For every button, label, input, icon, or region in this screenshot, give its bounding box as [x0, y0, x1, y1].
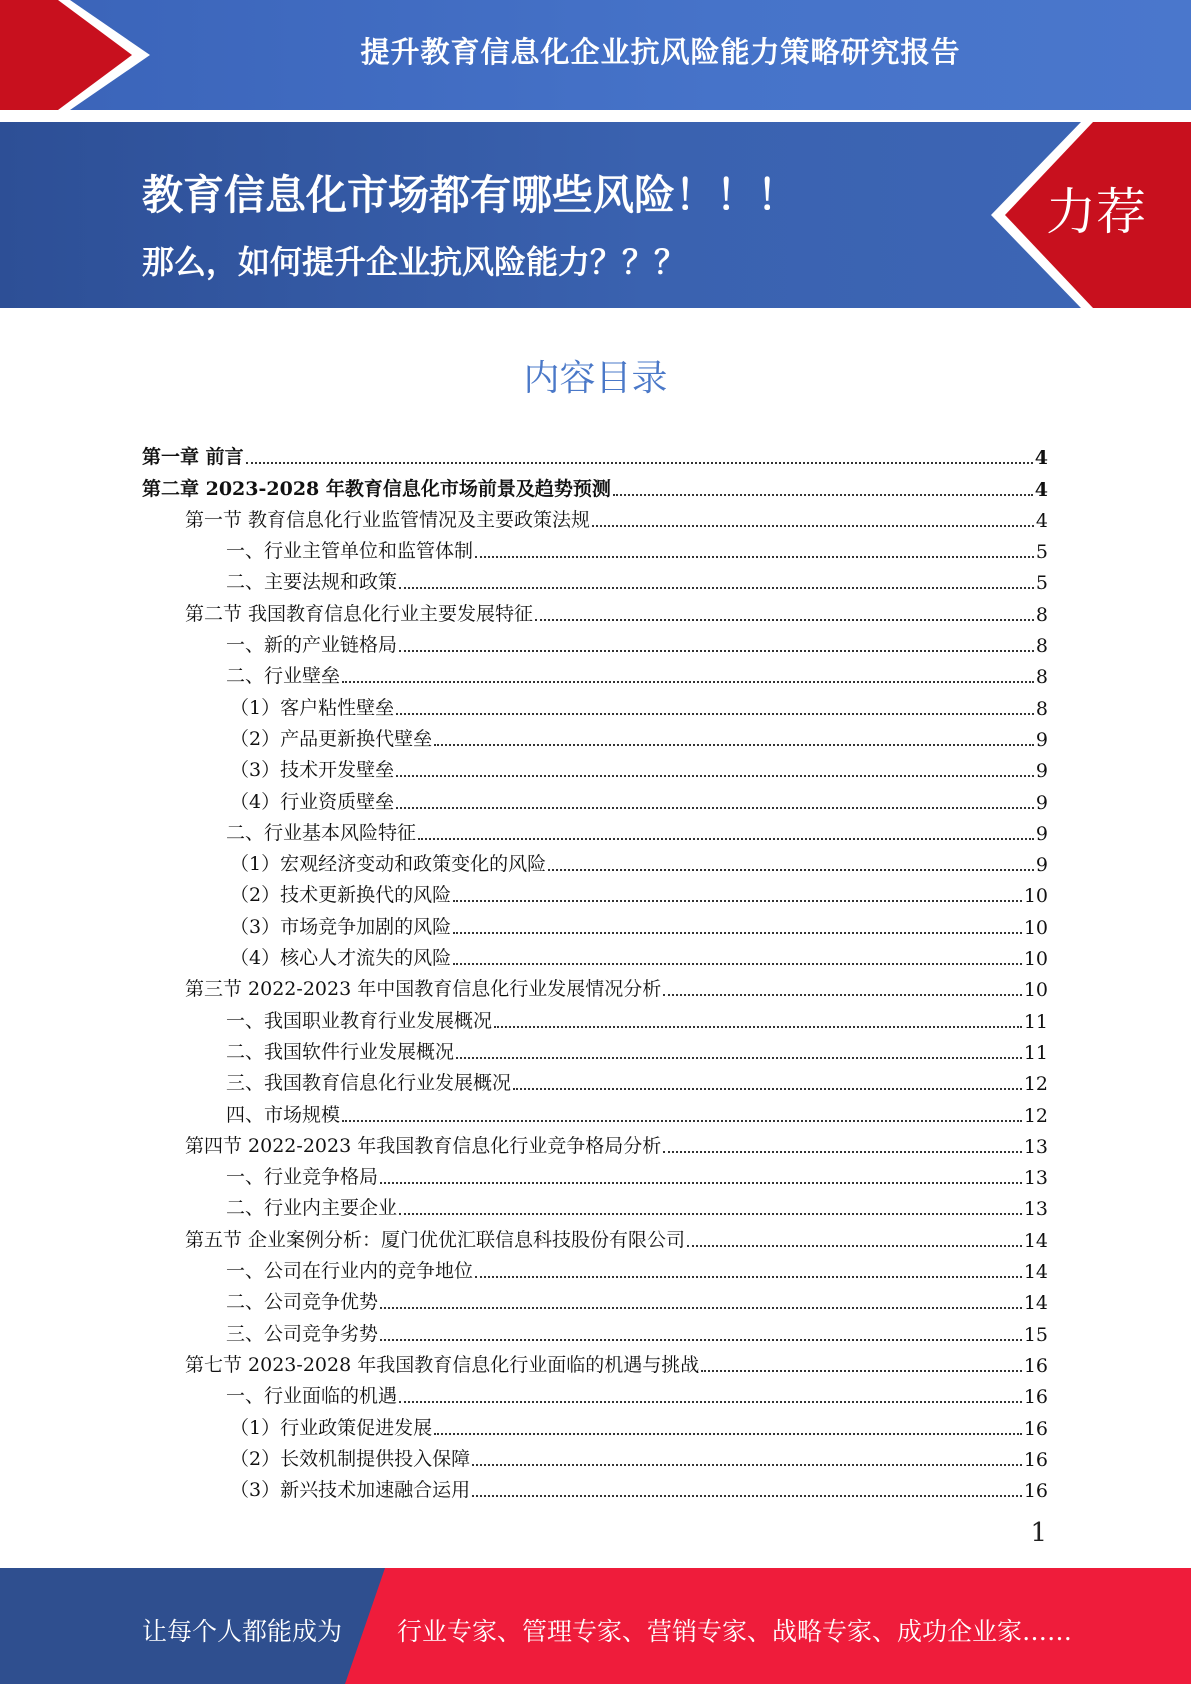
- toc-entry-page: 8: [1035, 603, 1048, 626]
- toc-entry-title: （4）行业资质壁垒: [230, 790, 395, 813]
- toc-entry[interactable]: [142, 1064, 1048, 1095]
- toc-entry[interactable]: [142, 720, 1048, 751]
- toc-title: 内容目录: [523, 358, 668, 399]
- toc-entry-page: 12: [1023, 1073, 1048, 1096]
- hero-subheadline: 那么，如何提升企业抗风险能力？？？: [142, 243, 687, 281]
- toc-entry-page: 4: [1035, 509, 1048, 532]
- toc-leader-dots: [396, 775, 1034, 777]
- toc-entry-page: 10: [1023, 885, 1048, 908]
- toc-entry-title: （1）客户粘性壁垒: [230, 696, 395, 719]
- toc-leader-dots: [380, 1339, 1022, 1341]
- toc-entry[interactable]: [142, 594, 1048, 625]
- toc-entry[interactable]: [142, 688, 1048, 719]
- toc-entry-page: 15: [1023, 1323, 1048, 1346]
- toc-entry[interactable]: [142, 1220, 1048, 1251]
- toc-entry[interactable]: [142, 1127, 1048, 1158]
- hero-headline: 教育信息化市场都有哪些风险！！！: [142, 171, 798, 219]
- toc-entry-title: 第一节 教育信息化行业监管情况及主要政策法规: [185, 508, 591, 531]
- toc-entry-page: 8: [1035, 635, 1048, 658]
- toc-entry[interactable]: [142, 563, 1048, 594]
- toc-leader-dots: [513, 1088, 1022, 1090]
- toc-entry-title: 二、行业壁垒: [226, 665, 341, 688]
- toc-entry[interactable]: [142, 1471, 1048, 1502]
- toc-entry-page: 14: [1023, 1229, 1048, 1252]
- toc-entry-page: 14: [1023, 1292, 1048, 1315]
- toc-entry[interactable]: [142, 1408, 1048, 1439]
- toc-entry-title: 二、公司竞争优势: [226, 1291, 379, 1314]
- toc-entry-page: 11: [1023, 1010, 1048, 1033]
- toc-entry-page: 16: [1023, 1386, 1048, 1409]
- toc-entry-title: 四、市场规模: [226, 1103, 341, 1126]
- toc-leader-dots: [399, 1213, 1022, 1215]
- toc-entry-title: 第四节 2022-2023 年我国教育信息化行业竞争格局分析: [185, 1134, 662, 1157]
- toc-leader-dots: [494, 1026, 1022, 1028]
- toc-entry-page: 13: [1023, 1198, 1048, 1221]
- toc-entry[interactable]: [142, 907, 1048, 938]
- toc-entry-page: 9: [1035, 822, 1048, 845]
- toc-leader-dots: [396, 713, 1034, 715]
- toc-entry-page: 5: [1035, 572, 1048, 595]
- toc-entry-title: 一、我国职业教育行业发展概况: [226, 1009, 493, 1032]
- toc-leader-dots: [701, 1370, 1022, 1372]
- report-title: 提升教育信息化企业抗风险能力策略研究报告: [360, 34, 961, 69]
- toc-leader-dots: [396, 807, 1034, 809]
- toc-leader-dots: [418, 838, 1034, 840]
- toc-entry-title: （4）核心人才流失的风险: [230, 947, 452, 970]
- toc-entry-page: 12: [1023, 1104, 1048, 1127]
- toc-entry-title: 第三节 2022-2023 年中国教育信息化行业发展情况分析: [185, 978, 662, 1001]
- toc-leader-dots: [663, 1151, 1022, 1153]
- top-banner: [0, 0, 1191, 110]
- recommend-badge-label: 力荐: [1046, 183, 1146, 241]
- toc-entry-title: 二、行业内主要企业: [226, 1197, 398, 1220]
- toc-entry-title: 第二节 我国教育信息化行业主要发展特征: [185, 602, 534, 625]
- toc-entry[interactable]: [142, 1252, 1048, 1283]
- toc-leader-dots: [434, 744, 1034, 746]
- toc-entry-title: 一、新的产业链格局: [226, 634, 398, 657]
- toc-leader-dots: [342, 1120, 1022, 1122]
- toc-entry-title: （3）市场竞争加剧的风险: [230, 915, 452, 938]
- toc-entry-title: 第二章 2023-2028 年教育信息化市场前景及趋势预测: [142, 477, 611, 500]
- toc-entry-title: 第七节 2023-2028 年我国教育信息化行业面临的机遇与挑战: [185, 1353, 700, 1376]
- toc-leader-dots: [663, 994, 1022, 996]
- footer-slogan-right: 行业专家、管理专家、营销专家、战略专家、成功企业家……: [397, 1617, 1073, 1646]
- toc-leader-dots: [453, 900, 1022, 902]
- toc-leader-dots: [687, 1245, 1022, 1247]
- toc-entry-page: 9: [1035, 791, 1048, 814]
- toc-entry-title: （1）宏观经济变动和政策变化的风险: [230, 853, 547, 876]
- toc-entry[interactable]: [142, 438, 1048, 469]
- toc-entry-page: 4: [1034, 447, 1048, 470]
- toc-entry[interactable]: [142, 1189, 1048, 1220]
- toc-entry-page: 16: [1023, 1448, 1048, 1471]
- toc-entry-title: 一、行业竞争格局: [226, 1166, 379, 1189]
- toc-leader-dots: [453, 932, 1022, 934]
- toc-entry[interactable]: [142, 1314, 1048, 1345]
- toc-entry[interactable]: [142, 1440, 1048, 1471]
- toc-leader-dots: [434, 1433, 1022, 1435]
- toc-leader-dots: [472, 1464, 1022, 1466]
- toc-entry-page: 8: [1035, 697, 1048, 720]
- toc-entry-page: 14: [1023, 1261, 1048, 1284]
- toc-entry-title: 第五节 企业案例分析：厦门优优汇联信息科技股份有限公司: [185, 1228, 686, 1251]
- toc-leader-dots: [246, 462, 1033, 464]
- toc-entry[interactable]: [142, 845, 1048, 876]
- toc-entry[interactable]: [142, 876, 1048, 907]
- toc-leader-dots: [380, 1307, 1022, 1309]
- toc-entry-page: 10: [1023, 979, 1048, 1002]
- toc-entry-page: 13: [1023, 1135, 1048, 1158]
- toc-entry-page: 9: [1035, 854, 1048, 877]
- toc-leader-dots: [380, 1182, 1022, 1184]
- toc-leader-dots: [475, 1276, 1022, 1278]
- toc-entry[interactable]: [142, 501, 1048, 532]
- toc-entry[interactable]: [142, 657, 1048, 688]
- toc-entry[interactable]: [142, 626, 1048, 657]
- toc-entry-title: 二、行业基本风险特征: [226, 821, 417, 844]
- toc-entry[interactable]: [142, 939, 1048, 970]
- toc-entry-page: 10: [1023, 948, 1048, 971]
- toc-entry-page: 9: [1035, 728, 1048, 751]
- toc-entry-page: 11: [1023, 1041, 1048, 1064]
- toc-entry-title: 第一章 前言: [142, 446, 244, 469]
- toc-entry-title: （2）技术更新换代的风险: [230, 884, 452, 907]
- toc-entry[interactable]: [142, 1283, 1048, 1314]
- toc-entry-title: 三、我国教育信息化行业发展概况: [226, 1072, 512, 1095]
- toc-entry[interactable]: [142, 1095, 1048, 1126]
- toc-leader-dots: [399, 650, 1034, 652]
- toc-entry[interactable]: [142, 782, 1048, 813]
- toc-entry-page: 16: [1023, 1480, 1048, 1503]
- toc-entry-title: 一、公司在行业内的竞争地位: [226, 1260, 474, 1283]
- toc-entry-title: （2）产品更新换代壁垒: [230, 727, 433, 750]
- toc-entry-page: 16: [1023, 1417, 1048, 1440]
- toc-entry[interactable]: [142, 1377, 1048, 1408]
- toc-entry-page: 5: [1035, 541, 1048, 564]
- toc-entry[interactable]: [142, 532, 1048, 563]
- toc-entry-title: （3）技术开发壁垒: [230, 759, 395, 782]
- toc-entry-title: （1）行业政策促进发展: [230, 1416, 433, 1439]
- toc-entry[interactable]: [142, 1033, 1048, 1064]
- toc-leader-dots: [472, 1495, 1022, 1497]
- page-number: 1: [1030, 1518, 1047, 1548]
- toc-leader-dots: [613, 494, 1033, 496]
- toc-entry-page: 13: [1023, 1167, 1048, 1190]
- toc-entry[interactable]: [142, 469, 1048, 500]
- toc-entry-page: 8: [1035, 666, 1048, 689]
- toc-leader-dots: [399, 1401, 1022, 1403]
- toc-entry[interactable]: [142, 814, 1048, 845]
- table-of-contents: [142, 438, 1048, 1502]
- toc-leader-dots: [535, 619, 1034, 621]
- footer-slogan-left: 让每个人都能成为: [142, 1617, 343, 1646]
- toc-entry-title: 二、我国软件行业发展概况: [226, 1040, 455, 1063]
- toc-leader-dots: [475, 556, 1034, 558]
- toc-entry-title: 一、行业面临的机遇: [226, 1385, 398, 1408]
- toc-entry[interactable]: [142, 970, 1048, 1001]
- toc-leader-dots: [453, 963, 1022, 965]
- toc-leader-dots: [399, 587, 1034, 589]
- toc-leader-dots: [548, 869, 1034, 871]
- toc-entry-title: 二、主要法规和政策: [226, 571, 398, 594]
- toc-entry[interactable]: [142, 1158, 1048, 1189]
- toc-entry-page: 16: [1023, 1354, 1048, 1377]
- toc-entry-title: 一、行业主管单位和监管体制: [226, 540, 474, 563]
- toc-entry[interactable]: [142, 1001, 1048, 1032]
- toc-leader-dots: [342, 681, 1034, 683]
- toc-entry-title: （3）新兴技术加速融合运用: [230, 1479, 471, 1502]
- toc-entry[interactable]: [142, 1346, 1048, 1377]
- toc-entry-page: 4: [1034, 478, 1048, 501]
- toc-entry-page: 10: [1023, 916, 1048, 939]
- toc-entry[interactable]: [142, 751, 1048, 782]
- toc-entry-page: 9: [1035, 760, 1048, 783]
- toc-entry-title: 三、公司竞争劣势: [226, 1322, 379, 1345]
- toc-leader-dots: [456, 1057, 1022, 1059]
- toc-entry-title: （2）长效机制提供投入保障: [230, 1447, 471, 1470]
- toc-leader-dots: [592, 525, 1034, 527]
